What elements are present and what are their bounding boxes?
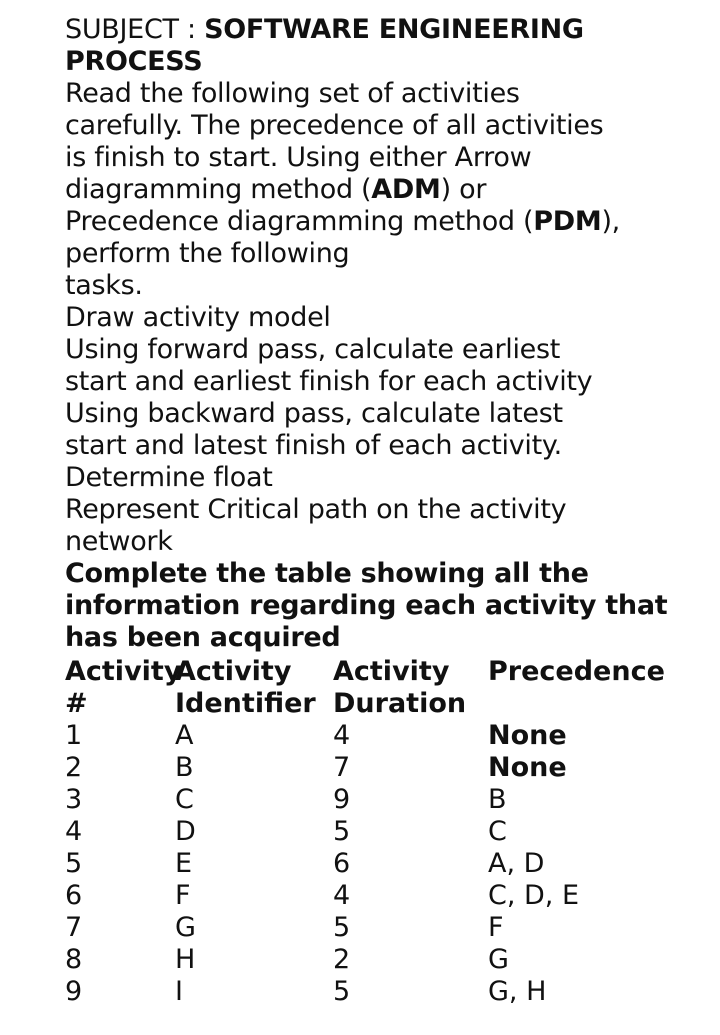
table-row: [65, 848, 705, 880]
cell-prec: F: [488, 912, 504, 943]
intro-line-7: tasks.: [65, 270, 143, 301]
cell-prec: A, D: [488, 848, 545, 879]
cell-id: H: [175, 944, 196, 975]
complete-line-3: has been acquired: [65, 622, 341, 653]
cell-num: 5: [65, 848, 83, 879]
cell-id: I: [175, 976, 183, 1007]
cell-id: D: [175, 816, 196, 847]
intro-line-1: Read the following set of activities: [65, 78, 520, 109]
cell-id: A: [175, 720, 194, 751]
cell-dur: 6: [333, 848, 351, 879]
cell-prec: None: [488, 752, 567, 783]
header-activity-num: Activity: [65, 656, 182, 687]
complete-line-1: Complete the table showing all the: [65, 558, 589, 589]
intro-line-5: [65, 206, 705, 238]
task-line-6: Determine float: [65, 462, 273, 493]
cell-prec: None: [488, 720, 567, 751]
subject-line: [65, 14, 705, 46]
intro-line-3: is finish to start. Using either Arrow: [65, 142, 532, 173]
cell-id: C: [175, 784, 194, 815]
table-header-row-1: [65, 656, 705, 688]
table-row: [65, 976, 705, 1008]
intro-line-2: carefully. The precedence of all activities: [65, 110, 604, 141]
table-header-row-2: [65, 688, 705, 720]
cell-num: 6: [65, 880, 83, 911]
cell-prec: C, D, E: [488, 880, 580, 911]
header-duration: Duration: [333, 688, 467, 719]
cell-dur: 7: [333, 752, 351, 783]
cell-id: F: [175, 880, 191, 911]
intro-line-5-c: ),: [601, 206, 620, 237]
task-line-8: network: [65, 526, 173, 557]
task-line-3: start and earliest finish for each activity: [65, 366, 593, 397]
cell-num: 9: [65, 976, 83, 1007]
cell-dur: 4: [333, 720, 351, 751]
intro-line-6: perform the following: [65, 238, 350, 269]
cell-dur: 5: [333, 816, 351, 847]
header-identifier: Identifier: [175, 688, 316, 719]
table-row: [65, 880, 705, 912]
task-line-5: start and latest finish of each activity.: [65, 430, 562, 461]
intro-line-4-c: ) or: [440, 174, 487, 205]
header-activity-id: Activity: [175, 656, 292, 687]
complete-line-2: information regarding each activity that: [65, 590, 668, 621]
cell-num: 2: [65, 752, 83, 783]
table-row: [65, 944, 705, 976]
task-line-1: Draw activity model: [65, 302, 331, 333]
intro-line-4: [65, 174, 705, 206]
subject-value: SOFTWARE ENGINEERING: [204, 14, 584, 45]
subject-value-cont: PROCESS: [65, 46, 203, 77]
intro-line-5-a: Precedence diagramming method (: [65, 206, 534, 237]
cell-dur: 2: [333, 944, 351, 975]
document-page: [65, 14, 705, 1007]
header-num-sym: #: [65, 688, 88, 719]
cell-dur: 9: [333, 784, 351, 815]
cell-id: E: [175, 848, 193, 879]
cell-num: 8: [65, 944, 83, 975]
header-precedence: Precedence: [488, 656, 665, 687]
cell-dur: 5: [333, 976, 351, 1007]
subject-label: SUBJECT :: [65, 14, 205, 45]
task-line-7: Represent Critical path on the activity: [65, 494, 567, 525]
table-row: [65, 816, 705, 848]
task-line-2: Using forward pass, calculate earliest: [65, 334, 561, 365]
table-row: [65, 752, 705, 784]
cell-id: G: [175, 912, 196, 943]
table-row: [65, 720, 705, 752]
cell-prec: G, H: [488, 976, 547, 1007]
cell-num: 1: [65, 720, 83, 751]
cell-dur: 5: [333, 912, 351, 943]
cell-dur: 4: [333, 880, 351, 911]
activity-table: [65, 656, 705, 1008]
pdm-abbrev: PDM: [533, 206, 602, 237]
cell-num: 4: [65, 816, 83, 847]
table-row: [65, 784, 705, 816]
cell-num: 7: [65, 912, 83, 943]
cell-prec: C: [488, 816, 507, 847]
intro-line-4-a: diagramming method (: [65, 174, 372, 205]
cell-id: B: [175, 752, 194, 783]
cell-num: 3: [65, 784, 83, 815]
table-row: [65, 912, 705, 944]
header-activity-dur: Activity: [333, 656, 450, 687]
cell-prec: B: [488, 784, 507, 815]
task-line-4: Using backward pass, calculate latest: [65, 398, 563, 429]
adm-abbrev: ADM: [371, 174, 441, 205]
cell-prec: G: [488, 944, 509, 975]
